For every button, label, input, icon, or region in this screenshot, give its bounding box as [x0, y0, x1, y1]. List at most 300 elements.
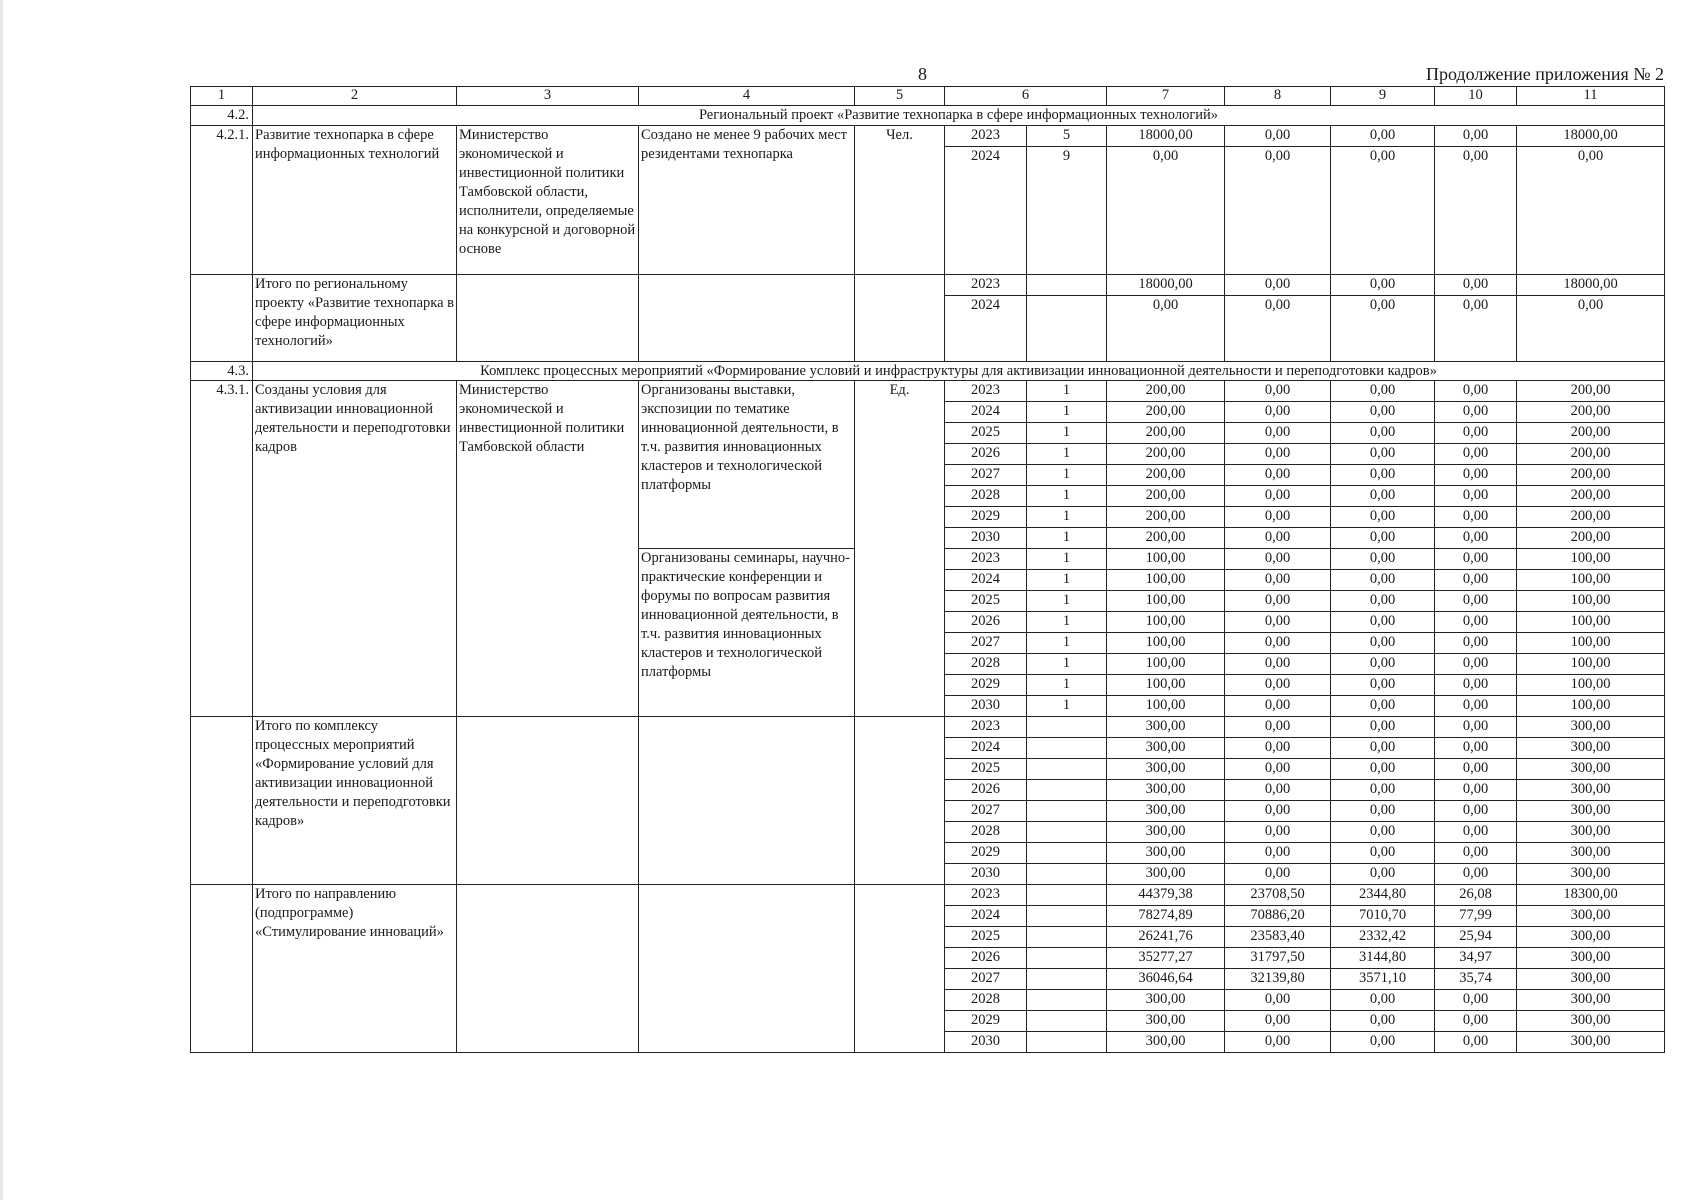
regional-budget-cell: 0,00	[1331, 381, 1435, 402]
column-number: 10	[1435, 87, 1517, 106]
federal-budget-cell: 0,00	[1225, 654, 1331, 675]
quantity-cell: 1	[1027, 444, 1107, 465]
regional-budget-cell: 0,00	[1331, 1032, 1435, 1053]
regional-budget-cell: 0,00	[1331, 843, 1435, 864]
item-executor: Министерство экономической и инвестиционной политики Тамбовской области	[457, 381, 639, 717]
table-row	[191, 885, 1665, 906]
year-cell: 2024	[945, 402, 1027, 423]
total-amount-cell: 200,00	[1107, 381, 1225, 402]
quantity-cell: 1	[1027, 591, 1107, 612]
quantity-cell: 1	[1027, 549, 1107, 570]
local-budget-cell: 0,00	[1435, 591, 1517, 612]
quantity-cell	[1027, 990, 1107, 1011]
regional-budget-cell: 0,00	[1331, 507, 1435, 528]
year-cell: 2024	[945, 738, 1027, 759]
federal-budget-cell: 0,00	[1225, 146, 1331, 274]
year-cell: 2023	[945, 717, 1027, 738]
total-amount-cell: 200,00	[1107, 423, 1225, 444]
federal-budget-cell: 0,00	[1225, 423, 1331, 444]
scan-edge	[0, 0, 3, 1200]
local-budget-cell: 0,00	[1435, 822, 1517, 843]
federal-budget-cell: 23708,50	[1225, 885, 1331, 906]
year-cell: 2024	[945, 295, 1027, 361]
federal-budget-cell: 0,00	[1225, 675, 1331, 696]
quantity-cell: 1	[1027, 570, 1107, 591]
regional-budget-cell: 0,00	[1331, 465, 1435, 486]
federal-budget-cell: 0,00	[1225, 274, 1331, 295]
year-cell: 2027	[945, 633, 1027, 654]
regional-budget-cell: 0,00	[1331, 612, 1435, 633]
total-amount-cell: 100,00	[1107, 696, 1225, 717]
item-executor: Министерство экономической и инвестиционной политики Тамбовской области, исполнители, определяемые на конкурсной и договорной основе	[457, 125, 639, 274]
federal-budget-cell: 0,00	[1225, 822, 1331, 843]
extra-budget-cell: 18000,00	[1517, 274, 1665, 295]
total-amount-cell: 26241,76	[1107, 927, 1225, 948]
regional-budget-cell: 0,00	[1331, 295, 1435, 361]
federal-budget-cell: 0,00	[1225, 591, 1331, 612]
extra-budget-cell: 100,00	[1517, 633, 1665, 654]
total-name: Итого по комплексу процессных мероприятий «Формирование условий для активизации инновационной деятельности и переподготовки кадров»	[253, 717, 457, 885]
column-number-row	[191, 87, 1665, 106]
year-cell: 2025	[945, 423, 1027, 444]
regional-budget-cell: 0,00	[1331, 528, 1435, 549]
local-budget-cell: 0,00	[1435, 675, 1517, 696]
total-amount-cell: 300,00	[1107, 738, 1225, 759]
year-cell: 2029	[945, 507, 1027, 528]
local-budget-cell: 26,08	[1435, 885, 1517, 906]
regional-budget-cell: 0,00	[1331, 486, 1435, 507]
budget-table	[190, 86, 1665, 1053]
table-row	[191, 381, 1665, 402]
regional-budget-cell: 0,00	[1331, 549, 1435, 570]
regional-budget-cell: 2344,80	[1331, 885, 1435, 906]
total-amount-cell: 200,00	[1107, 528, 1225, 549]
year-cell: 2023	[945, 125, 1027, 146]
item-indicator: Создано не менее 9 рабочих мест резидентами технопарка	[639, 125, 855, 274]
extra-budget-cell: 200,00	[1517, 402, 1665, 423]
year-cell: 2027	[945, 465, 1027, 486]
year-cell: 2029	[945, 675, 1027, 696]
quantity-cell: 1	[1027, 465, 1107, 486]
regional-budget-cell: 0,00	[1331, 125, 1435, 146]
year-cell: 2025	[945, 927, 1027, 948]
local-budget-cell: 0,00	[1435, 1011, 1517, 1032]
federal-budget-cell: 0,00	[1225, 486, 1331, 507]
section-index: 4.2.	[191, 106, 253, 126]
quantity-cell	[1027, 948, 1107, 969]
regional-budget-cell: 0,00	[1331, 570, 1435, 591]
regional-budget-cell: 3144,80	[1331, 948, 1435, 969]
extra-budget-cell: 18000,00	[1517, 125, 1665, 146]
total-amount-cell: 200,00	[1107, 402, 1225, 423]
extra-budget-cell: 300,00	[1517, 990, 1665, 1011]
federal-budget-cell: 0,00	[1225, 295, 1331, 361]
year-cell: 2023	[945, 274, 1027, 295]
regional-budget-cell: 0,00	[1331, 274, 1435, 295]
federal-budget-cell: 0,00	[1225, 402, 1331, 423]
local-budget-cell: 0,00	[1435, 528, 1517, 549]
federal-budget-cell: 0,00	[1225, 1032, 1331, 1053]
table-row	[191, 125, 1665, 146]
federal-budget-cell: 0,00	[1225, 780, 1331, 801]
federal-budget-cell: 0,00	[1225, 738, 1331, 759]
local-budget-cell: 0,00	[1435, 125, 1517, 146]
quantity-cell: 1	[1027, 528, 1107, 549]
extra-budget-cell: 300,00	[1517, 948, 1665, 969]
regional-budget-cell: 0,00	[1331, 1011, 1435, 1032]
regional-budget-cell: 2332,42	[1331, 927, 1435, 948]
federal-budget-cell: 0,00	[1225, 381, 1331, 402]
column-number: 9	[1331, 87, 1435, 106]
section-row	[191, 106, 1665, 126]
extra-budget-cell: 300,00	[1517, 801, 1665, 822]
year-cell: 2029	[945, 843, 1027, 864]
federal-budget-cell: 32139,80	[1225, 969, 1331, 990]
regional-budget-cell: 0,00	[1331, 444, 1435, 465]
federal-budget-cell: 23583,40	[1225, 927, 1331, 948]
federal-budget-cell: 0,00	[1225, 465, 1331, 486]
regional-budget-cell: 0,00	[1331, 780, 1435, 801]
appendix-title: Продолжение приложения № 2	[1425, 64, 1664, 84]
quantity-cell	[1027, 864, 1107, 885]
quantity-cell: 1	[1027, 654, 1107, 675]
quantity-cell: 9	[1027, 146, 1107, 274]
column-number: 5	[855, 87, 945, 106]
total-executor	[457, 274, 639, 361]
direction-total-name: Итого по направлению (подпрограмме) «Стимулирование инноваций»	[253, 885, 457, 1053]
item-index: 4.2.1.	[191, 125, 253, 274]
year-cell: 2027	[945, 969, 1027, 990]
local-budget-cell: 0,00	[1435, 801, 1517, 822]
quantity-cell	[1027, 822, 1107, 843]
local-budget-cell: 0,00	[1435, 570, 1517, 591]
total-amount-cell: 300,00	[1107, 717, 1225, 738]
column-number: 2	[253, 87, 457, 106]
extra-budget-cell: 300,00	[1517, 759, 1665, 780]
total-amount-cell: 0,00	[1107, 146, 1225, 274]
column-number: 1	[191, 87, 253, 106]
extra-budget-cell: 200,00	[1517, 381, 1665, 402]
extra-budget-cell: 300,00	[1517, 906, 1665, 927]
year-cell: 2026	[945, 612, 1027, 633]
total-amount-cell: 100,00	[1107, 675, 1225, 696]
local-budget-cell: 0,00	[1435, 612, 1517, 633]
total-name: Итого по региональному проекту «Развитие технопарка в сфере информационных технологий»	[253, 274, 457, 361]
local-budget-cell: 0,00	[1435, 717, 1517, 738]
total-amount-cell: 300,00	[1107, 1032, 1225, 1053]
quantity-cell	[1027, 759, 1107, 780]
quantity-cell: 1	[1027, 486, 1107, 507]
column-number: 7	[1107, 87, 1225, 106]
local-budget-cell: 0,00	[1435, 146, 1517, 274]
federal-budget-cell: 0,00	[1225, 696, 1331, 717]
year-cell: 2024	[945, 906, 1027, 927]
total-amount-cell: 18000,00	[1107, 125, 1225, 146]
quantity-cell	[1027, 780, 1107, 801]
extra-budget-cell: 300,00	[1517, 1011, 1665, 1032]
year-cell: 2023	[945, 885, 1027, 906]
local-budget-cell: 0,00	[1435, 465, 1517, 486]
quantity-cell: 1	[1027, 402, 1107, 423]
item-index: 4.3.1.	[191, 381, 253, 717]
total-amount-cell: 100,00	[1107, 549, 1225, 570]
regional-budget-cell: 0,00	[1331, 696, 1435, 717]
local-budget-cell: 0,00	[1435, 633, 1517, 654]
federal-budget-cell: 0,00	[1225, 507, 1331, 528]
local-budget-cell: 0,00	[1435, 444, 1517, 465]
year-cell: 2030	[945, 696, 1027, 717]
quantity-cell: 1	[1027, 507, 1107, 528]
local-budget-cell: 0,00	[1435, 738, 1517, 759]
year-cell: 2030	[945, 528, 1027, 549]
regional-budget-cell: 0,00	[1331, 423, 1435, 444]
total-amount-cell: 300,00	[1107, 822, 1225, 843]
total-amount-cell: 100,00	[1107, 591, 1225, 612]
item-unit: Ед.	[855, 381, 945, 717]
local-budget-cell: 0,00	[1435, 864, 1517, 885]
total-amount-cell: 100,00	[1107, 633, 1225, 654]
local-budget-cell: 0,00	[1435, 759, 1517, 780]
quantity-cell: 1	[1027, 696, 1107, 717]
federal-budget-cell: 0,00	[1225, 1011, 1331, 1032]
regional-budget-cell: 0,00	[1331, 801, 1435, 822]
total-amount-cell: 200,00	[1107, 465, 1225, 486]
total-amount-cell: 300,00	[1107, 843, 1225, 864]
federal-budget-cell: 0,00	[1225, 864, 1331, 885]
year-cell: 2024	[945, 570, 1027, 591]
extra-budget-cell: 100,00	[1517, 612, 1665, 633]
local-budget-cell: 0,00	[1435, 990, 1517, 1011]
extra-budget-cell: 100,00	[1517, 675, 1665, 696]
extra-budget-cell: 300,00	[1517, 864, 1665, 885]
local-budget-cell: 77,99	[1435, 906, 1517, 927]
local-budget-cell: 0,00	[1435, 402, 1517, 423]
regional-budget-cell: 0,00	[1331, 990, 1435, 1011]
local-budget-cell: 0,00	[1435, 780, 1517, 801]
extra-budget-cell: 200,00	[1517, 507, 1665, 528]
quantity-cell	[1027, 969, 1107, 990]
total-index	[191, 274, 253, 361]
regional-budget-cell: 0,00	[1331, 146, 1435, 274]
column-number: 6	[945, 87, 1107, 106]
table-row	[191, 717, 1665, 738]
total-amount-cell: 100,00	[1107, 654, 1225, 675]
regional-budget-cell: 0,00	[1331, 654, 1435, 675]
regional-budget-cell: 0,00	[1331, 822, 1435, 843]
regional-budget-cell: 0,00	[1331, 738, 1435, 759]
quantity-cell	[1027, 1032, 1107, 1053]
federal-budget-cell: 0,00	[1225, 801, 1331, 822]
year-cell: 2028	[945, 654, 1027, 675]
extra-budget-cell: 0,00	[1517, 295, 1665, 361]
extra-budget-cell: 200,00	[1517, 528, 1665, 549]
total-amount-cell: 36046,64	[1107, 969, 1225, 990]
quantity-cell	[1027, 843, 1107, 864]
direction-total-indicator	[639, 885, 855, 1053]
section-index: 4.3.	[191, 361, 253, 381]
total-amount-cell: 100,00	[1107, 570, 1225, 591]
year-cell: 2026	[945, 948, 1027, 969]
extra-budget-cell: 100,00	[1517, 570, 1665, 591]
local-budget-cell: 0,00	[1435, 274, 1517, 295]
year-cell: 2030	[945, 1032, 1027, 1053]
year-cell: 2028	[945, 990, 1027, 1011]
total-amount-cell: 200,00	[1107, 507, 1225, 528]
total-amount-cell: 35277,27	[1107, 948, 1225, 969]
local-budget-cell: 0,00	[1435, 381, 1517, 402]
extra-budget-cell: 300,00	[1517, 717, 1665, 738]
total-amount-cell: 78274,89	[1107, 906, 1225, 927]
local-budget-cell: 0,00	[1435, 423, 1517, 444]
extra-budget-cell: 200,00	[1517, 444, 1665, 465]
extra-budget-cell: 100,00	[1517, 549, 1665, 570]
total-unit	[855, 274, 945, 361]
federal-budget-cell: 0,00	[1225, 990, 1331, 1011]
extra-budget-cell: 200,00	[1517, 486, 1665, 507]
federal-budget-cell: 0,00	[1225, 125, 1331, 146]
regional-budget-cell: 0,00	[1331, 591, 1435, 612]
year-cell: 2028	[945, 486, 1027, 507]
total-unit	[855, 717, 945, 885]
total-index	[191, 717, 253, 885]
quantity-cell	[1027, 738, 1107, 759]
quantity-cell	[1027, 927, 1107, 948]
regional-budget-cell: 7010,70	[1331, 906, 1435, 927]
regional-budget-cell: 0,00	[1331, 675, 1435, 696]
total-amount-cell: 300,00	[1107, 990, 1225, 1011]
regional-budget-cell: 0,00	[1331, 864, 1435, 885]
federal-budget-cell: 0,00	[1225, 633, 1331, 654]
extra-budget-cell: 100,00	[1517, 654, 1665, 675]
local-budget-cell: 0,00	[1435, 654, 1517, 675]
extra-budget-cell: 300,00	[1517, 927, 1665, 948]
column-number: 3	[457, 87, 639, 106]
section-title: Региональный проект «Развитие технопарка в сфере информационных технологий»	[253, 106, 1665, 126]
regional-budget-cell: 0,00	[1331, 717, 1435, 738]
direction-total-unit	[855, 885, 945, 1053]
extra-budget-cell: 300,00	[1517, 1032, 1665, 1053]
extra-budget-cell: 300,00	[1517, 843, 1665, 864]
local-budget-cell: 0,00	[1435, 486, 1517, 507]
total-amount-cell: 100,00	[1107, 612, 1225, 633]
extra-budget-cell: 300,00	[1517, 969, 1665, 990]
federal-budget-cell: 0,00	[1225, 612, 1331, 633]
local-budget-cell: 0,00	[1435, 843, 1517, 864]
section-title: Комплекс процессных мероприятий «Формирование условий и инфраструктуры для активизации инновационной деятельности и переподготовки кадров»	[253, 361, 1665, 381]
page-number: 8	[918, 64, 927, 84]
federal-budget-cell: 0,00	[1225, 759, 1331, 780]
year-cell: 2024	[945, 146, 1027, 274]
extra-budget-cell: 300,00	[1517, 738, 1665, 759]
quantity-cell: 1	[1027, 675, 1107, 696]
extra-budget-cell: 300,00	[1517, 780, 1665, 801]
federal-budget-cell: 70886,20	[1225, 906, 1331, 927]
year-cell: 2023	[945, 381, 1027, 402]
total-amount-cell: 300,00	[1107, 759, 1225, 780]
year-cell: 2023	[945, 549, 1027, 570]
total-amount-cell: 0,00	[1107, 295, 1225, 361]
federal-budget-cell: 0,00	[1225, 843, 1331, 864]
total-amount-cell: 44379,38	[1107, 885, 1225, 906]
direction-total-index	[191, 885, 253, 1053]
year-cell: 2030	[945, 864, 1027, 885]
federal-budget-cell: 0,00	[1225, 570, 1331, 591]
federal-budget-cell: 0,00	[1225, 528, 1331, 549]
local-budget-cell: 0,00	[1435, 1032, 1517, 1053]
quantity-cell	[1027, 274, 1107, 295]
column-number: 8	[1225, 87, 1331, 106]
local-budget-cell: 0,00	[1435, 549, 1517, 570]
extra-budget-cell: 0,00	[1517, 146, 1665, 274]
regional-budget-cell: 0,00	[1331, 759, 1435, 780]
section-row	[191, 361, 1665, 381]
quantity-cell: 1	[1027, 612, 1107, 633]
item-name: Развитие технопарка в сфере информационных технологий	[253, 125, 457, 274]
extra-budget-cell: 300,00	[1517, 822, 1665, 843]
column-number: 11	[1517, 87, 1665, 106]
quantity-cell	[1027, 1011, 1107, 1032]
year-cell: 2025	[945, 591, 1027, 612]
year-cell: 2025	[945, 759, 1027, 780]
table-row	[191, 274, 1665, 295]
total-amount-cell: 300,00	[1107, 1011, 1225, 1032]
local-budget-cell: 0,00	[1435, 295, 1517, 361]
column-number: 4	[639, 87, 855, 106]
local-budget-cell: 34,97	[1435, 948, 1517, 969]
total-amount-cell: 300,00	[1107, 780, 1225, 801]
year-cell: 2028	[945, 822, 1027, 843]
total-indicator	[639, 274, 855, 361]
total-amount-cell: 200,00	[1107, 486, 1225, 507]
regional-budget-cell: 3571,10	[1331, 969, 1435, 990]
direction-total-executor	[457, 885, 639, 1053]
local-budget-cell: 0,00	[1435, 696, 1517, 717]
extra-budget-cell: 100,00	[1517, 696, 1665, 717]
total-amount-cell: 300,00	[1107, 801, 1225, 822]
year-cell: 2026	[945, 444, 1027, 465]
quantity-cell	[1027, 906, 1107, 927]
quantity-cell: 5	[1027, 125, 1107, 146]
total-executor	[457, 717, 639, 885]
federal-budget-cell: 0,00	[1225, 549, 1331, 570]
federal-budget-cell: 0,00	[1225, 717, 1331, 738]
item-indicator: Организованы семинары, научно-практические конференции и форумы по вопросам развития инновационной деятельности, в т.ч. развития инновационных кластеров и технологической платформы	[639, 549, 855, 717]
regional-budget-cell: 0,00	[1331, 633, 1435, 654]
year-cell: 2029	[945, 1011, 1027, 1032]
federal-budget-cell: 0,00	[1225, 444, 1331, 465]
regional-budget-cell: 0,00	[1331, 402, 1435, 423]
extra-budget-cell: 100,00	[1517, 591, 1665, 612]
quantity-cell	[1027, 295, 1107, 361]
local-budget-cell: 35,74	[1435, 969, 1517, 990]
item-indicator: Организованы выставки, экспозиции по тематике инновационной деятельности, в т.ч. развития инновационных кластеров и технологической платформы	[639, 381, 855, 549]
year-cell: 2027	[945, 801, 1027, 822]
total-amount-cell: 200,00	[1107, 444, 1225, 465]
quantity-cell: 1	[1027, 423, 1107, 444]
quantity-cell: 1	[1027, 381, 1107, 402]
total-indicator	[639, 717, 855, 885]
quantity-cell	[1027, 801, 1107, 822]
year-cell: 2026	[945, 780, 1027, 801]
quantity-cell	[1027, 885, 1107, 906]
quantity-cell: 1	[1027, 633, 1107, 654]
extra-budget-cell: 200,00	[1517, 465, 1665, 486]
item-name: Созданы условия для активизации инновационной деятельности и переподготовки кадров	[253, 381, 457, 717]
extra-budget-cell: 18300,00	[1517, 885, 1665, 906]
item-unit: Чел.	[855, 125, 945, 274]
total-amount-cell: 18000,00	[1107, 274, 1225, 295]
extra-budget-cell: 200,00	[1517, 423, 1665, 444]
